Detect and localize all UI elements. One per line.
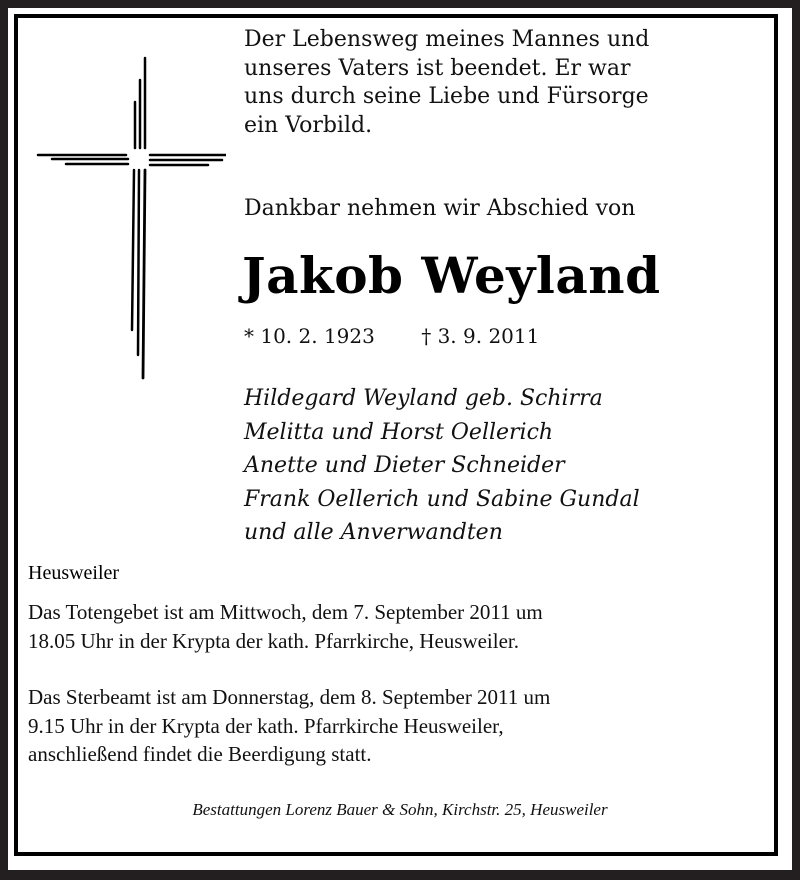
deceased-name: Jakob Weyland [242, 246, 661, 305]
prayer-line: 18.05 Uhr in der Krypta der kath. Pfarrkirche, Heusweiler. [28, 628, 520, 653]
intro-line: Der Lebensweg meines Mannes und [244, 27, 650, 52]
prayer-info [28, 598, 748, 655]
mourner: Hildegard Weyland geb. Schirra [244, 386, 603, 411]
intro-text [244, 26, 754, 140]
requiem-line: 9.15 Uhr in der Krypta der kath. Pfarrkirche Heusweiler, [28, 713, 504, 738]
mourner: Frank Oellerich und Sabine Gundal [244, 486, 640, 512]
mourners-list [244, 382, 640, 550]
intro-line: unseres Vaters ist beendet. Er war [244, 55, 631, 81]
birth-date: * 10. 2. 1923 [244, 324, 375, 348]
intro-line: uns durch seine Liebe und Fürsorge [244, 84, 649, 109]
prayer-line: Das Totengebet ist am Mittwoch, dem 7. September 2011 um [28, 600, 543, 624]
life-dates [244, 324, 539, 348]
death-date: † 3. 9. 2011 [421, 324, 540, 348]
mourner: Melitta und Horst Oellerich [244, 419, 554, 445]
mourner: und alle Anverwandten [244, 520, 503, 545]
place-name: Heusweiler [28, 562, 120, 584]
requiem-info [28, 683, 748, 769]
farewell-line: Dankbar nehmen wir Abschied von [244, 196, 636, 221]
funeral-home-footer: Bestattungen Lorenz Bauer & Sohn, Kirchstr. 25, Heusweiler [192, 800, 608, 819]
requiem-line: anschließend findet die Beerdigung statt. [28, 742, 372, 766]
cross-icon [22, 40, 226, 380]
requiem-line: Das Sterbeamt ist am Donnerstag, dem 8. September 2011 um [28, 685, 551, 709]
mourner: Anette und Dieter Schneider [244, 453, 565, 478]
intro-line: ein Vorbild. [244, 112, 373, 138]
